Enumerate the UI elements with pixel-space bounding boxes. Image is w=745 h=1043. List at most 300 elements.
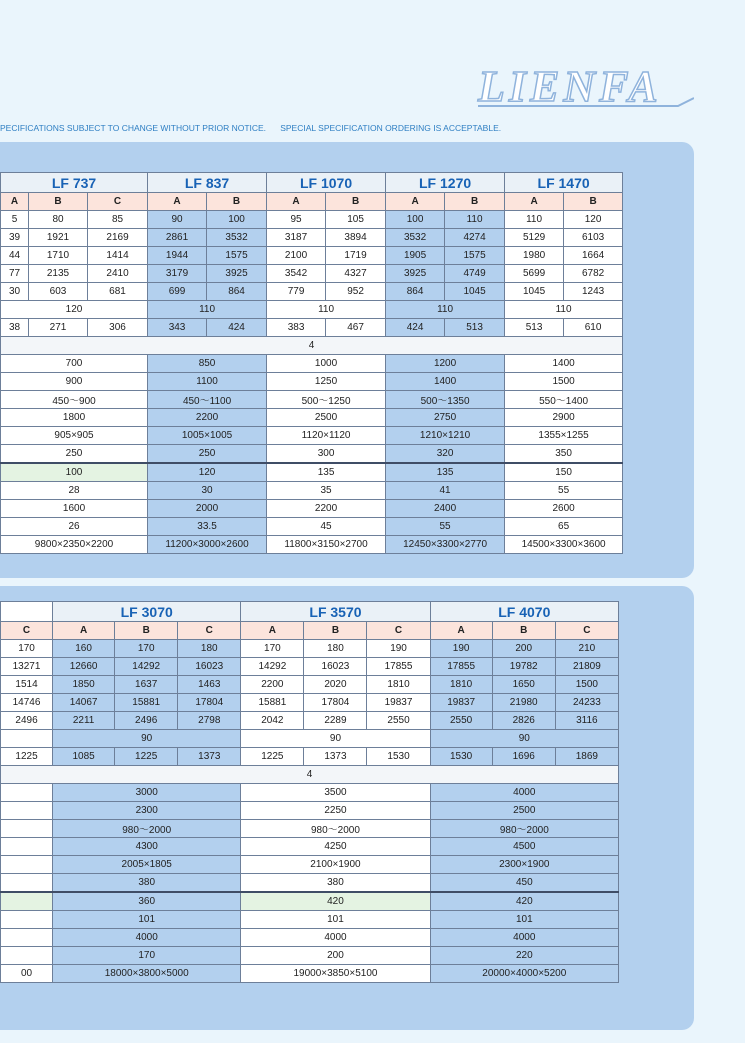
table-cell: 39 xyxy=(1,229,29,247)
merged-cell: 120 xyxy=(1,301,148,319)
spec-row xyxy=(1,482,623,500)
table-cell: 1575 xyxy=(207,247,267,265)
spec-row xyxy=(1,355,623,373)
table-cell: 190 xyxy=(367,640,430,658)
model-header-cell: LF 4070 xyxy=(430,602,618,622)
table-cell: 2900 xyxy=(505,409,623,427)
table-cell: 1637 xyxy=(115,676,178,694)
table-cell: 3116 xyxy=(555,712,618,730)
table-cell: 380 xyxy=(53,874,241,893)
table-cell: 905×905 xyxy=(1,427,148,445)
merged-cell: 90 xyxy=(53,730,241,748)
table-cell: 320 xyxy=(386,445,505,464)
table-cell: 2600 xyxy=(505,500,623,518)
table-cell: 00 xyxy=(1,965,53,983)
table-cell: 101 xyxy=(430,911,618,929)
spec-row xyxy=(1,874,619,893)
table-cell: 200 xyxy=(241,947,430,965)
table-cell: 2826 xyxy=(492,712,555,730)
table-cell: 21809 xyxy=(555,658,618,676)
table-cell: 180 xyxy=(304,640,367,658)
table-cell: 2211 xyxy=(53,712,115,730)
table-cell: 1530 xyxy=(430,748,492,766)
table-cell: 1850 xyxy=(53,676,115,694)
spec-notice: PECIFICATIONS SUBJECT TO CHANGE WITHOUT PRIOR NOTICE. SPECIAL SPECIFICATION ORDERING IS ACCEPTABLE. xyxy=(0,123,502,133)
table-cell: A xyxy=(1,193,29,211)
table-cell: 500～1250 xyxy=(267,391,386,409)
table-cell: 2861 xyxy=(148,229,207,247)
table-cell: 17804 xyxy=(178,694,241,712)
table-cell: 1414 xyxy=(88,247,148,265)
table-cell: 12660 xyxy=(53,658,115,676)
spec-row xyxy=(1,463,623,482)
table-cell: 77 xyxy=(1,265,29,283)
model-header-cell-empty xyxy=(1,602,53,622)
value-row xyxy=(1,676,619,694)
table-cell: 14292 xyxy=(241,658,304,676)
table-cell: 160 xyxy=(53,640,115,658)
table-cell: 4000 xyxy=(241,929,430,947)
table-cell: 120 xyxy=(564,211,623,229)
table-cell: 1719 xyxy=(326,247,386,265)
spec-row xyxy=(1,445,623,464)
table-cell: 4250 xyxy=(241,838,430,856)
table-cell: 4274 xyxy=(445,229,505,247)
table-cell: 5 xyxy=(1,211,29,229)
spec-table-top xyxy=(0,172,623,554)
ab-header-row xyxy=(1,622,619,640)
table-cell: C xyxy=(178,622,241,640)
table-cell: 500～1350 xyxy=(386,391,505,409)
merged-cell: 110 xyxy=(386,301,505,319)
table-cell: B xyxy=(115,622,178,640)
table-cell: 190 xyxy=(430,640,492,658)
table-cell: 15881 xyxy=(241,694,304,712)
table-cell: 2496 xyxy=(115,712,178,730)
table-cell: 2500 xyxy=(267,409,386,427)
model-header-cell: LF 3570 xyxy=(241,602,430,622)
table-cell: 1210×1210 xyxy=(386,427,505,445)
table-cell: 19837 xyxy=(430,694,492,712)
table-cell: 3000 xyxy=(53,784,241,802)
table-cell: 14292 xyxy=(115,658,178,676)
merged-cell: 110 xyxy=(148,301,267,319)
table-cell: 1810 xyxy=(367,676,430,694)
table-cell: 2550 xyxy=(367,712,430,730)
table-cell: 3925 xyxy=(207,265,267,283)
table-cell: 1905 xyxy=(386,247,445,265)
table-cell: 170 xyxy=(115,640,178,658)
table-cell: A xyxy=(148,193,207,211)
table-cell xyxy=(1,784,53,802)
table-cell: 900 xyxy=(1,373,148,391)
table-cell: 1085 xyxy=(53,748,115,766)
table-cell: A xyxy=(267,193,326,211)
table-cell: 3925 xyxy=(386,265,445,283)
table-cell: 420 xyxy=(430,892,618,911)
table-cell: 220 xyxy=(430,947,618,965)
table-cell: 1800 xyxy=(1,409,148,427)
table-cell: 101 xyxy=(241,911,430,929)
table-cell: 4000 xyxy=(430,784,618,802)
table-cell: 1225 xyxy=(115,748,178,766)
table-cell: 1400 xyxy=(386,373,505,391)
table-cell: 170 xyxy=(1,640,53,658)
table-cell: 24233 xyxy=(555,694,618,712)
model-header-cell: LF 1270 xyxy=(386,173,505,193)
table-cell: 6782 xyxy=(564,265,623,283)
table-cell: 2135 xyxy=(29,265,88,283)
table-cell: 2020 xyxy=(304,676,367,694)
table-cell xyxy=(1,838,53,856)
table-cell: 1373 xyxy=(304,748,367,766)
value-row xyxy=(1,319,623,337)
table-cell: 1810 xyxy=(430,676,492,694)
table-cell: 420 xyxy=(241,892,430,911)
table-cell: 11200×3000×2600 xyxy=(148,536,267,554)
table-cell: C xyxy=(555,622,618,640)
table-cell: A xyxy=(386,193,445,211)
table-cell: 35 xyxy=(267,482,386,500)
table-cell: 135 xyxy=(386,463,505,482)
table-cell: 11800×3150×2700 xyxy=(267,536,386,554)
table-cell: 1650 xyxy=(492,676,555,694)
table-cell xyxy=(1,892,53,911)
table-cell: 9800×2350×2200 xyxy=(1,536,148,554)
table-cell: 5699 xyxy=(505,265,564,283)
table-cell: 101 xyxy=(53,911,241,929)
spec-row xyxy=(1,838,619,856)
table-cell: 513 xyxy=(505,319,564,337)
table-cell: 450～1100 xyxy=(148,391,267,409)
table-cell: 110 xyxy=(445,211,505,229)
table-cell: 180 xyxy=(178,640,241,658)
table-cell: B xyxy=(304,622,367,640)
table-cell: 19782 xyxy=(492,658,555,676)
value-row xyxy=(1,748,619,766)
table-cell: 2100×1900 xyxy=(241,856,430,874)
table-cell: 700 xyxy=(1,355,148,373)
table-cell: B xyxy=(564,193,623,211)
table-cell: 19837 xyxy=(367,694,430,712)
table-cell: 110 xyxy=(505,211,564,229)
spec-row xyxy=(1,784,619,802)
table-cell: A xyxy=(241,622,304,640)
spec-row xyxy=(1,409,623,427)
value-row xyxy=(1,712,619,730)
table-cell xyxy=(1,802,53,820)
table-cell: 170 xyxy=(241,640,304,658)
table-cell: 1710 xyxy=(29,247,88,265)
table-cell: 271 xyxy=(29,319,88,337)
table-cell: 450 xyxy=(430,874,618,893)
table-cell: 1400 xyxy=(505,355,623,373)
table-cell: 699 xyxy=(148,283,207,301)
full-width-cell: 4 xyxy=(1,766,619,784)
table-cell: 850 xyxy=(148,355,267,373)
table-cell: 135 xyxy=(267,463,386,482)
table-cell: 550～1400 xyxy=(505,391,623,409)
table-cell: 2798 xyxy=(178,712,241,730)
merged-cell: 90 xyxy=(430,730,618,748)
table-cell: 1100 xyxy=(148,373,267,391)
table-cell: 2100 xyxy=(267,247,326,265)
table-cell: 2169 xyxy=(88,229,148,247)
spec-row xyxy=(1,965,619,983)
table-cell: 65 xyxy=(505,518,623,536)
table-cell: 4000 xyxy=(53,929,241,947)
table-cell: 21980 xyxy=(492,694,555,712)
table-cell: A xyxy=(505,193,564,211)
table-cell: 120 xyxy=(148,463,267,482)
table-cell: A xyxy=(53,622,115,640)
spec-table-bottom xyxy=(0,601,619,983)
table-cell: 1500 xyxy=(505,373,623,391)
table-cell: 2289 xyxy=(304,712,367,730)
table-cell: 1225 xyxy=(241,748,304,766)
table-cell: C xyxy=(88,193,148,211)
table-cell: 55 xyxy=(386,518,505,536)
spec-row xyxy=(1,947,619,965)
table-cell: 424 xyxy=(386,319,445,337)
table-cell: 513 xyxy=(445,319,505,337)
table-cell: 467 xyxy=(326,319,386,337)
table-cell: 2410 xyxy=(88,265,148,283)
table-cell: 16023 xyxy=(304,658,367,676)
table-cell: 2500 xyxy=(430,802,618,820)
spec-row xyxy=(1,911,619,929)
table-cell: 1664 xyxy=(564,247,623,265)
spec-row xyxy=(1,373,623,391)
spec-row xyxy=(1,820,619,838)
table-cell: 5129 xyxy=(505,229,564,247)
table-cell: 2496 xyxy=(1,712,53,730)
table-cell: 18000×3800×5000 xyxy=(53,965,241,983)
table-cell: 1373 xyxy=(178,748,241,766)
table-cell: 105 xyxy=(326,211,386,229)
table-cell: 16023 xyxy=(178,658,241,676)
table-cell: 1530 xyxy=(367,748,430,766)
table-cell: 1463 xyxy=(178,676,241,694)
spec-row xyxy=(1,391,623,409)
table-cell: 1045 xyxy=(445,283,505,301)
table-cell: 13271 xyxy=(1,658,53,676)
model-header-row xyxy=(1,602,619,622)
table-cell: 3542 xyxy=(267,265,326,283)
table-cell: 1600 xyxy=(1,500,148,518)
value-row xyxy=(1,211,623,229)
table-cell: 200 xyxy=(492,640,555,658)
value-row xyxy=(1,640,619,658)
table-cell: 170 xyxy=(53,947,241,965)
table-cell: 3500 xyxy=(241,784,430,802)
table-cell: 90 xyxy=(148,211,207,229)
table-cell: 4327 xyxy=(326,265,386,283)
table-cell: 3532 xyxy=(386,229,445,247)
table-cell: 41 xyxy=(386,482,505,500)
table-cell: 14067 xyxy=(53,694,115,712)
table-cell: 380 xyxy=(241,874,430,893)
table-cell: B xyxy=(445,193,505,211)
table-cell: 1514 xyxy=(1,676,53,694)
spec-row xyxy=(1,929,619,947)
table-cell: 2042 xyxy=(241,712,304,730)
table-cell: 681 xyxy=(88,283,148,301)
spec-row xyxy=(1,856,619,874)
table-cell: 30 xyxy=(1,283,29,301)
spec-row xyxy=(1,500,623,518)
table-cell: 250 xyxy=(148,445,267,464)
table-cell: 17855 xyxy=(367,658,430,676)
table-cell: 4500 xyxy=(430,838,618,856)
table-cell: B xyxy=(29,193,88,211)
value-row xyxy=(1,658,619,676)
table-cell: 2400 xyxy=(386,500,505,518)
table-cell: 80 xyxy=(29,211,88,229)
table-cell xyxy=(1,929,53,947)
table-cell: 300 xyxy=(267,445,386,464)
table-cell: 14746 xyxy=(1,694,53,712)
full-width-row xyxy=(1,337,623,355)
table-cell: 610 xyxy=(564,319,623,337)
table-cell: 30 xyxy=(148,482,267,500)
table-cell: 2550 xyxy=(430,712,492,730)
table-cell: 1869 xyxy=(555,748,618,766)
table-cell: 210 xyxy=(555,640,618,658)
table-cell: 350 xyxy=(505,445,623,464)
spec-row xyxy=(1,518,623,536)
table-cell: 980～2000 xyxy=(241,820,430,838)
table-cell: B xyxy=(492,622,555,640)
table-cell: 85 xyxy=(88,211,148,229)
table-cell: 2000 xyxy=(148,500,267,518)
table-cell: 2005×1805 xyxy=(53,856,241,874)
table-cell: 1005×1005 xyxy=(148,427,267,445)
table-cell: 603 xyxy=(29,283,88,301)
table-cell: 28 xyxy=(1,482,148,500)
table-cell: C xyxy=(1,622,53,640)
table-cell: 1243 xyxy=(564,283,623,301)
table-cell: 38 xyxy=(1,319,29,337)
table-cell: 1355×1255 xyxy=(505,427,623,445)
table-cell: 17855 xyxy=(430,658,492,676)
merged-cell-empty xyxy=(1,730,53,748)
table-cell: C xyxy=(367,622,430,640)
table-cell: 100 xyxy=(1,463,148,482)
table-cell: 1000 xyxy=(267,355,386,373)
table-cell: 360 xyxy=(53,892,241,911)
table-cell: B xyxy=(326,193,386,211)
table-cell: 1045 xyxy=(505,283,564,301)
table-cell xyxy=(1,820,53,838)
table-cell: 3187 xyxy=(267,229,326,247)
table-cell: A xyxy=(430,622,492,640)
model-header-cell: LF 3070 xyxy=(53,602,241,622)
table-cell: 1120×1120 xyxy=(267,427,386,445)
table-cell: 2250 xyxy=(241,802,430,820)
merged-value-row xyxy=(1,730,619,748)
spec-row xyxy=(1,427,623,445)
value-row xyxy=(1,247,623,265)
table-cell: 95 xyxy=(267,211,326,229)
table-cell: 383 xyxy=(267,319,326,337)
table-cell: 2750 xyxy=(386,409,505,427)
table-cell: 17804 xyxy=(304,694,367,712)
table-cell: 424 xyxy=(207,319,267,337)
value-row xyxy=(1,265,623,283)
table-cell xyxy=(1,947,53,965)
table-cell xyxy=(1,911,53,929)
merged-value-row xyxy=(1,301,623,319)
value-row xyxy=(1,229,623,247)
merged-cell: 110 xyxy=(267,301,386,319)
ab-header-row xyxy=(1,193,623,211)
table-cell xyxy=(1,874,53,893)
value-row xyxy=(1,694,619,712)
table-cell: 2200 xyxy=(267,500,386,518)
logo-swoosh xyxy=(478,96,694,108)
merged-cell: 90 xyxy=(241,730,430,748)
model-header-cell: LF 1070 xyxy=(267,173,386,193)
table-cell: 4300 xyxy=(53,838,241,856)
full-width-cell: 4 xyxy=(1,337,623,355)
table-cell: 14500×3300×3600 xyxy=(505,536,623,554)
table-cell: 779 xyxy=(267,283,326,301)
table-cell: 20000×4000×5200 xyxy=(430,965,618,983)
table-cell: 980～2000 xyxy=(430,820,618,838)
table-cell: 2300×1900 xyxy=(430,856,618,874)
spec-row xyxy=(1,802,619,820)
table-cell: 343 xyxy=(148,319,207,337)
table-cell: 1921 xyxy=(29,229,88,247)
table-cell: 44 xyxy=(1,247,29,265)
table-cell: 150 xyxy=(505,463,623,482)
spec-row xyxy=(1,892,619,911)
table-cell: 250 xyxy=(1,445,148,464)
table-cell: 4749 xyxy=(445,265,505,283)
table-cell: 2300 xyxy=(53,802,241,820)
table-cell: 1575 xyxy=(445,247,505,265)
table-cell: 864 xyxy=(207,283,267,301)
table-cell: 100 xyxy=(207,211,267,229)
table-cell: 33.5 xyxy=(148,518,267,536)
table-cell: 6103 xyxy=(564,229,623,247)
table-cell: 3532 xyxy=(207,229,267,247)
table-cell: 980～2000 xyxy=(53,820,241,838)
table-cell: 55 xyxy=(505,482,623,500)
table-cell: 3894 xyxy=(326,229,386,247)
table-cell: 100 xyxy=(386,211,445,229)
table-cell: 1696 xyxy=(492,748,555,766)
model-header-cell: LF 837 xyxy=(148,173,267,193)
table-cell: 15881 xyxy=(115,694,178,712)
table-cell: 1225 xyxy=(1,748,53,766)
table-cell: 12450×3300×2770 xyxy=(386,536,505,554)
table-cell: 4000 xyxy=(430,929,618,947)
table-cell: 2200 xyxy=(241,676,304,694)
table-cell xyxy=(1,856,53,874)
table-cell: 1200 xyxy=(386,355,505,373)
model-header-cell: LF 737 xyxy=(1,173,148,193)
table-cell: 306 xyxy=(88,319,148,337)
table-cell: B xyxy=(207,193,267,211)
table-cell: 450～900 xyxy=(1,391,148,409)
table-cell: 2200 xyxy=(148,409,267,427)
value-row xyxy=(1,283,623,301)
table-cell: 1980 xyxy=(505,247,564,265)
lienfa-logo: LIENFA xyxy=(478,62,662,111)
full-width-row xyxy=(1,766,619,784)
